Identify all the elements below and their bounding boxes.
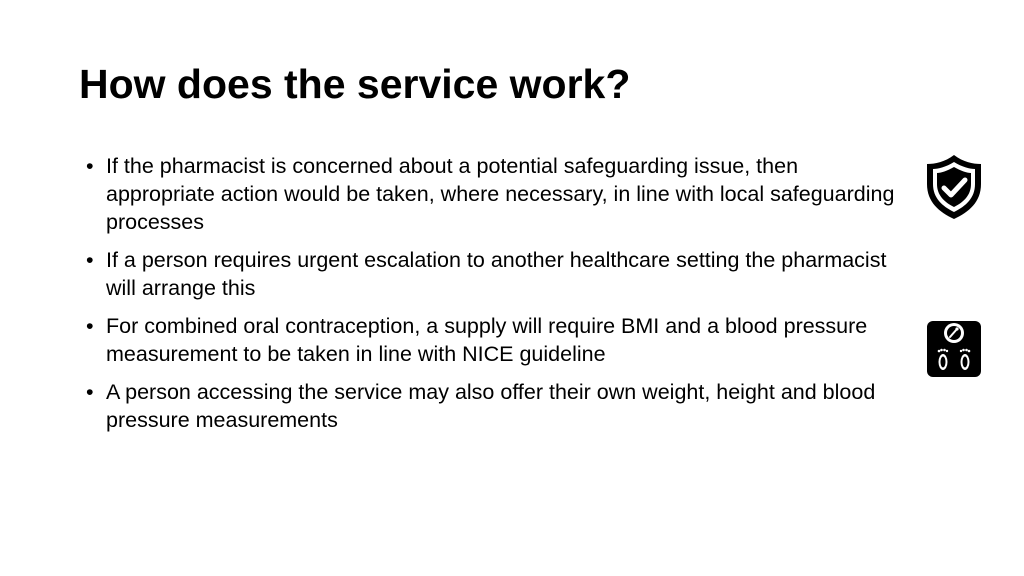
bullet-item-urgent-escalation: • If a person requires urgent escalation to another healthcare setting the pharmacist will arrange this: [86, 246, 896, 302]
weighing-scale-icon: [926, 320, 982, 378]
bullet-item-safeguarding: • If the pharmacist is concerned about a potential safeguarding issue, then appropriate action would be taken, where necessary, in line with local safeguarding processes: [86, 152, 896, 236]
bullet-list: [86, 152, 896, 444]
slide-title: How does the service work?: [79, 61, 631, 107]
shield-check-icon: [925, 154, 983, 220]
bullet-item-own-measurements: • A person accessing the service may also offer their own weight, height and blood pressure measurements: [86, 378, 896, 434]
bullet-item-combined-oral-contraception: • For combined oral contraception, a supply will require BMI and a blood pressure measurement to be taken in line with NICE guideline: [86, 312, 896, 368]
